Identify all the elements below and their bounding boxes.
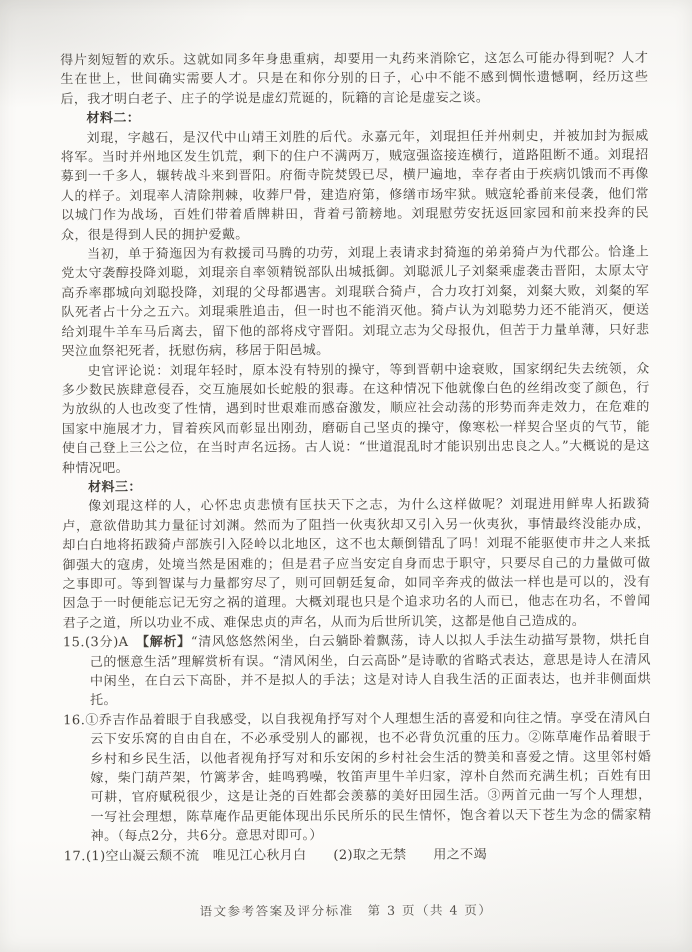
continued-paragraph: 得片刻短暂的欢乐。这就如同多年身患重病，却要用一丸药来消除它，这怎么可能办得到呢？人才生在世上，世间确实需要人才。只是在和你分别的日子，心中不能不感到惆怅遗憾啊，经历这些后，我才明白老子、庄子的学说是虚幻荒诞的，阮籍的言论是虚妄之谈。 <box>60 50 649 108</box>
material3-paragraph-1: 像刘琨这样的人，心怀忠贞悲愤有匡扶天下之志，为什么这样做呢？刘琨进用鲜卑人拓跋猗卢，意欲借助其力量征讨刘渊。然而为了阻挡一伙夷狄却又引入另一伙夷狄，事情最终没能办成，却白白地将拓跋猗卢部族引入陉岭以北地区，这不也太颠倒错乱了吗！刘琨不能驱使市井之人来抵御强大的寇虏，处境当然是困难的；但是君子应当安定自身而忠于职守，只要尽自己的力量做可做之事即可。等到智谋与力量都穷尽了，则可回朝廷复命，如同辛奔戎的做法一样也是可以的，没有因急于一时便能忘记无穷之祸的道理。大概刘琨也只是个追求功名的人而已，他志在功名，不曾闻君子之道，所以功业不成、难保忠贞的声名，从而为后世所讥笑，这都是他自己造成的。 <box>62 497 651 632</box>
answer-15-score: (3分)A <box>84 635 129 651</box>
material2-paragraph-3: 史官评论说：刘琨年轻时，原本没有特别的操守，等到晋朝中途衰败，国家纲纪失去统领，众多少数民族肆意侵吞，交互施展如长蛇般的狠毒。在这种情况下他就像白色的丝绢改变了颜色，行为放纵的人也改变了性情，遇到时世艰难而感奋激发，顺应社会动荡的形势而奔走效力，在危难的国家中施展才力，冒着疾风而彰显出刚劲，磨砺自己坚贞的操守，像寒松一样契合坚贞的气节，能使自己登上三公之位，在当时声名远扬。古人说：“世道混乱时才能识别出忠良之人。”大概说的是这种情况吧。 <box>61 361 650 476</box>
material2-heading: 材料二： <box>86 111 141 127</box>
page-footer: 语文参考答案及评分标准 第 3 页（共 4 页） <box>199 902 493 919</box>
answer-16-text: ①乔吉作品着眼于自我感受，以自我视角抒写对个人理想生活的喜爱和向往之情。享受在清风白云下安乐窝的自由自在，不必承受别人的鄙视，也不必背负沉重的压力。②陈草庵作品着眼于乡村和乡民生活，以他者视角抒写对和乐安闲的乡村社会生活的赞美和喜爱之情。这里邻村婚嫁，柴门葫芦架，竹篱茅舍，蛙鸣鸦噪，牧笛声里牛羊归家，淳朴自然而充满生机；百姓有田可耕，官府赋税很少，这是让尧的百姓都会羡慕的美好田园生活。③两首元曲一写个人理想，一写社会理想，陈草庵作品更能体现出乐民所乐的民生情怀，饱含着以天下苍生为念的儒家精神。（每点2分，共6分。意思对即可。） <box>85 710 652 845</box>
answer-15-number: 15. <box>62 635 86 651</box>
answer-15-analysis-label: 【解析】 <box>142 634 191 651</box>
material2-paragraph-1: 刘琨，字越石，是汉代中山靖王刘胜的后代。永嘉元年，刘琨担任并州刺史，并被加封为振威将军。当时并州地区发生饥荒，剩下的住户不满两万，贼寇强盗接连横行，道路阻断不通。刘琨招募到一千多人，辗转战斗来到晋阳。府衙寺院焚毁已尽，横尸遍地，幸存者由于疾病饥饿而不再像人的样子。刘琨率人清除荆棘，收葬尸骨，建造府第，修缮市场牢狱。贼寇轮番前来侵袭，他们常以城门作为战场，百姓们带着盾牌耕田，背着弓箭耪地。刘琨慰劳安抚返回家园和前来投奔的民众，很是得到人民的拥护爱戴。 <box>60 128 649 243</box>
answer-15-text: “清风悠悠然闲坐，白云躺卧着飘荡，诗人以拟人手法生动描写景物，烘托自己的惬意生活”理解赏析有误。“清风闲坐，白云高卧”是诗歌的省略式表达，意思是诗人在清风中闲坐，在白云下高卧，并不是拟人的手法；这是对诗人自我生活的正面表达，也并非侧面烘托。 <box>89 632 652 709</box>
answer-item-16 <box>63 709 652 847</box>
answer-item-17 <box>64 844 652 866</box>
answer-17-text: (1)空山凝云颓不流 唯见江心秋月白 (2)取之无禁 用之不竭 <box>85 847 487 864</box>
answer-16-number: 16. <box>63 712 86 729</box>
answer-17-number: 17. <box>63 848 86 864</box>
material3-heading: 材料三： <box>88 479 142 496</box>
material2-paragraph-2: 当初，单于猗迤因为有救援司马腾的功劳，刘琨上表请求封猗迤的弟弟猗卢为代郡公。恰逢上党太守袭醇投降刘聪，刘琨亲自率领精锐部队出城抵御。刘聪派儿子刘粲乘虚袭击晋阳，太原太守高乔率郡城向刘聪投降，刘琨的父母都遇害。刘琨联合猗卢，合力攻打刘粲，刘粲大败，刘粲的军队死者占十分之五六。刘琨乘胜追击，但一时也不能消灭他。猗卢认为刘聪势力还不能消灭，便送给刘琨牛羊车马后离去，留下他的部将戍守晋阳。刘琨立志为父母报仇，但苦于力量单薄，只好悲哭泣血祭祀死者，抚慰伤病，移居于阳邑城。 <box>61 244 650 360</box>
answer-item-15 <box>63 631 651 711</box>
page-body-text <box>60 49 652 867</box>
